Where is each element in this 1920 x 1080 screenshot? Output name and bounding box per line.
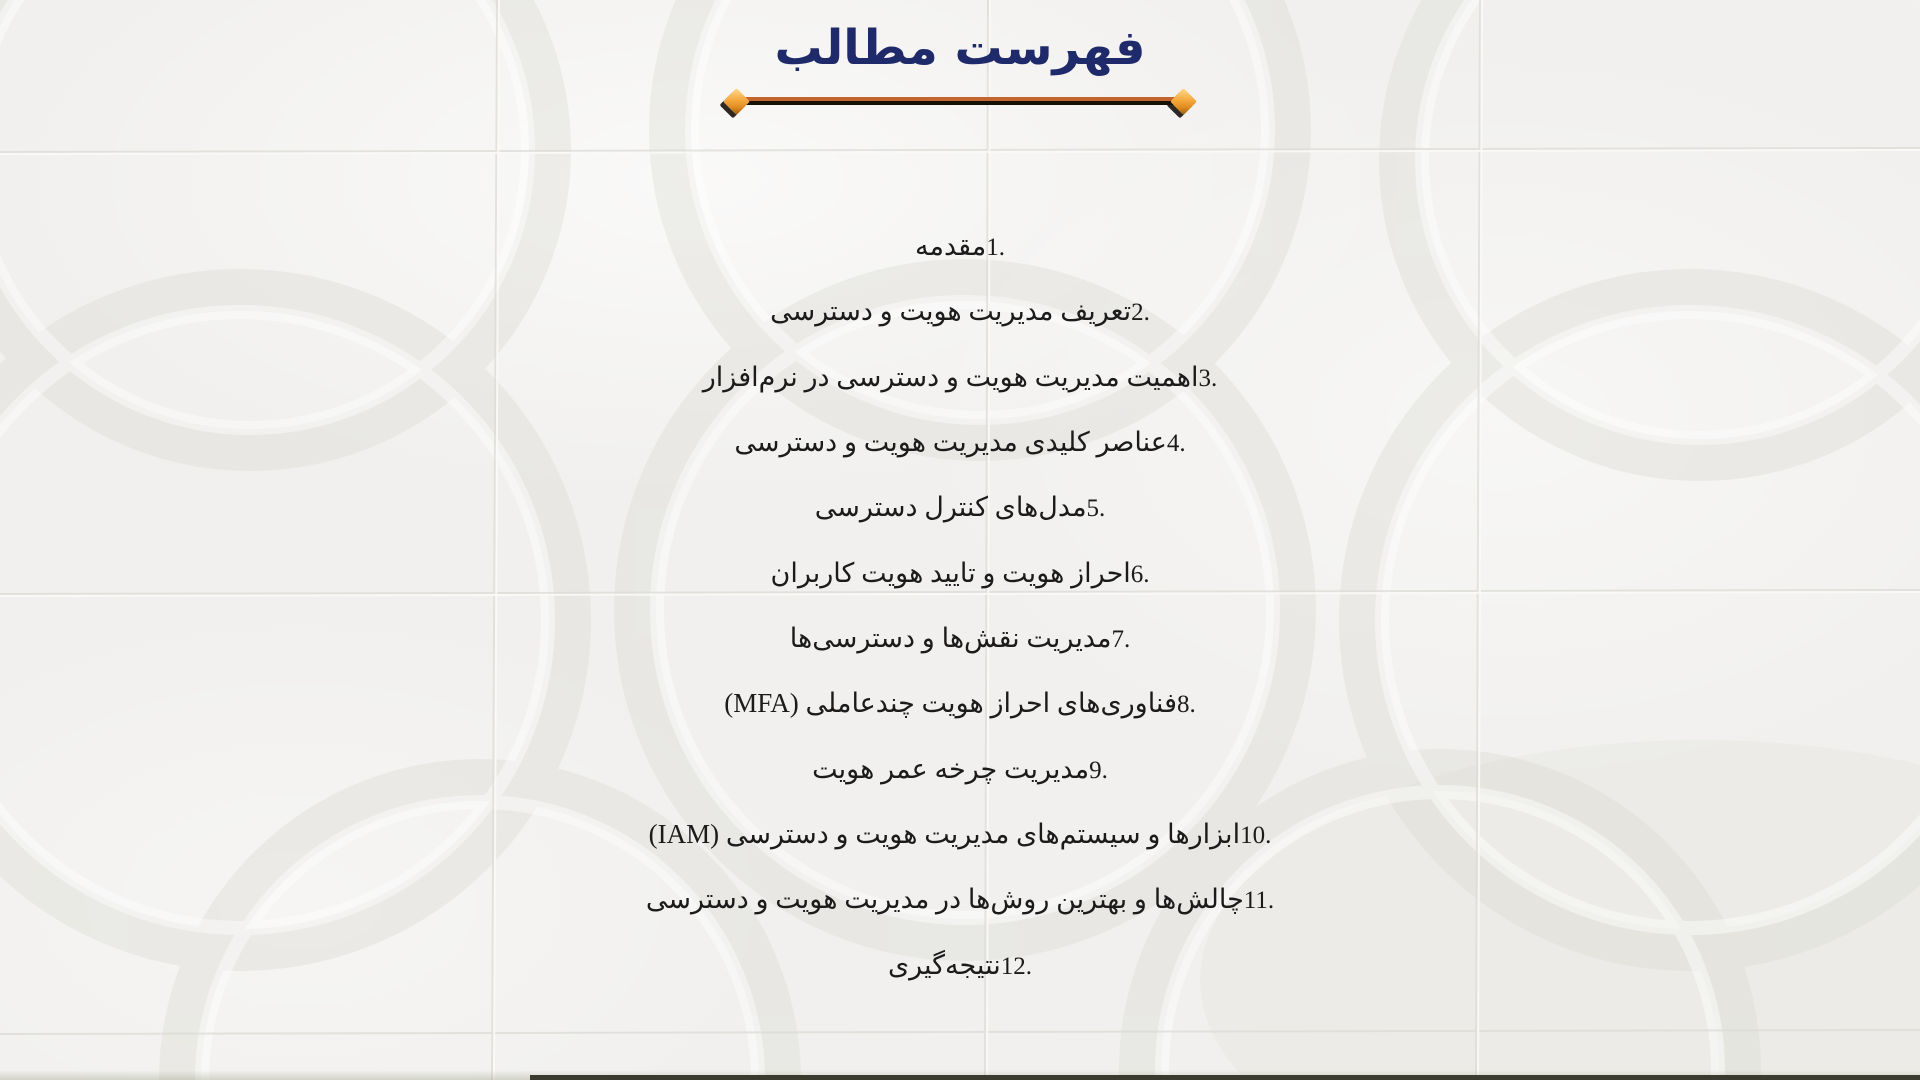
- toc-item-6: [0, 541, 1920, 606]
- toc-item-number: 2.: [1131, 299, 1150, 327]
- toc-item-label: ابزارها و سیستم‌های مدیریت هویت و دسترسی (IAM): [648, 819, 1241, 850]
- toc-item-1: [0, 214, 1920, 279]
- toc-item-7: [0, 606, 1920, 671]
- toc-item-number: 7.: [1111, 626, 1131, 654]
- toc-list: [0, 214, 1920, 998]
- page-title: فهرست مطالب: [774, 20, 1146, 76]
- page-header: [0, 10, 1920, 86]
- footer-strip: [530, 1075, 1920, 1080]
- toc-item-label: مدیریت چرخه عمر هویت: [812, 753, 1090, 784]
- toc-item-label: نتیجه‌گیری: [888, 949, 1001, 980]
- toc-item-label: مدیریت نقش‌ها و دسترسی‌ها: [789, 623, 1112, 654]
- divider-bar: [737, 97, 1183, 105]
- toc-item-number: 1.: [986, 234, 1005, 261]
- toc-item-2: [0, 279, 1920, 344]
- toc-item-4: [0, 410, 1920, 475]
- divider-diamond-left: [723, 88, 750, 115]
- toc-item-label: اهمیت مدیریت هویت و دسترسی در نرم‌افزار: [702, 361, 1199, 392]
- toc-item-label: مدل‌های کنترل دسترسی: [814, 492, 1087, 523]
- toc-item-number: 8.: [1176, 691, 1196, 719]
- toc-item-number: 10.: [1240, 822, 1272, 850]
- toc-item-number: 6.: [1130, 560, 1150, 588]
- toc-item-8: [0, 671, 1920, 736]
- divider-diamond-right: [1170, 88, 1197, 115]
- toc-item-10: [0, 802, 1920, 867]
- toc-item-number: 11.: [1243, 887, 1275, 915]
- toc-item-label: تعریف مدیریت هویت و دسترسی: [770, 296, 1132, 327]
- toc-item-number: 12.: [1000, 952, 1032, 980]
- toc-item-label: احراز هویت و تایید هویت کاربران: [770, 557, 1131, 588]
- title-divider: [727, 86, 1193, 116]
- toc-item-number: 4.: [1166, 430, 1186, 458]
- toc-item-11: [0, 867, 1920, 932]
- toc-item-12: [0, 933, 1920, 998]
- toc-item-9: [0, 737, 1920, 802]
- toc-item-5: [0, 475, 1920, 540]
- toc-item-number: 3.: [1198, 364, 1218, 392]
- toc-item-label: عناصر کلیدی مدیریت هویت و دسترسی: [734, 427, 1167, 458]
- toc-item-label: فناوری‌های احراز هویت چندعاملی (MFA): [724, 688, 1177, 719]
- toc-item-number: 5.: [1086, 495, 1106, 523]
- toc-item-label: مقدمه: [915, 231, 987, 261]
- toc-item-number: 9.: [1089, 756, 1108, 784]
- toc-item-label: چالش‌ها و بهترین روش‌ها در مدیریت هویت و دسترسی: [645, 884, 1244, 915]
- toc-item-3: [0, 345, 1920, 410]
